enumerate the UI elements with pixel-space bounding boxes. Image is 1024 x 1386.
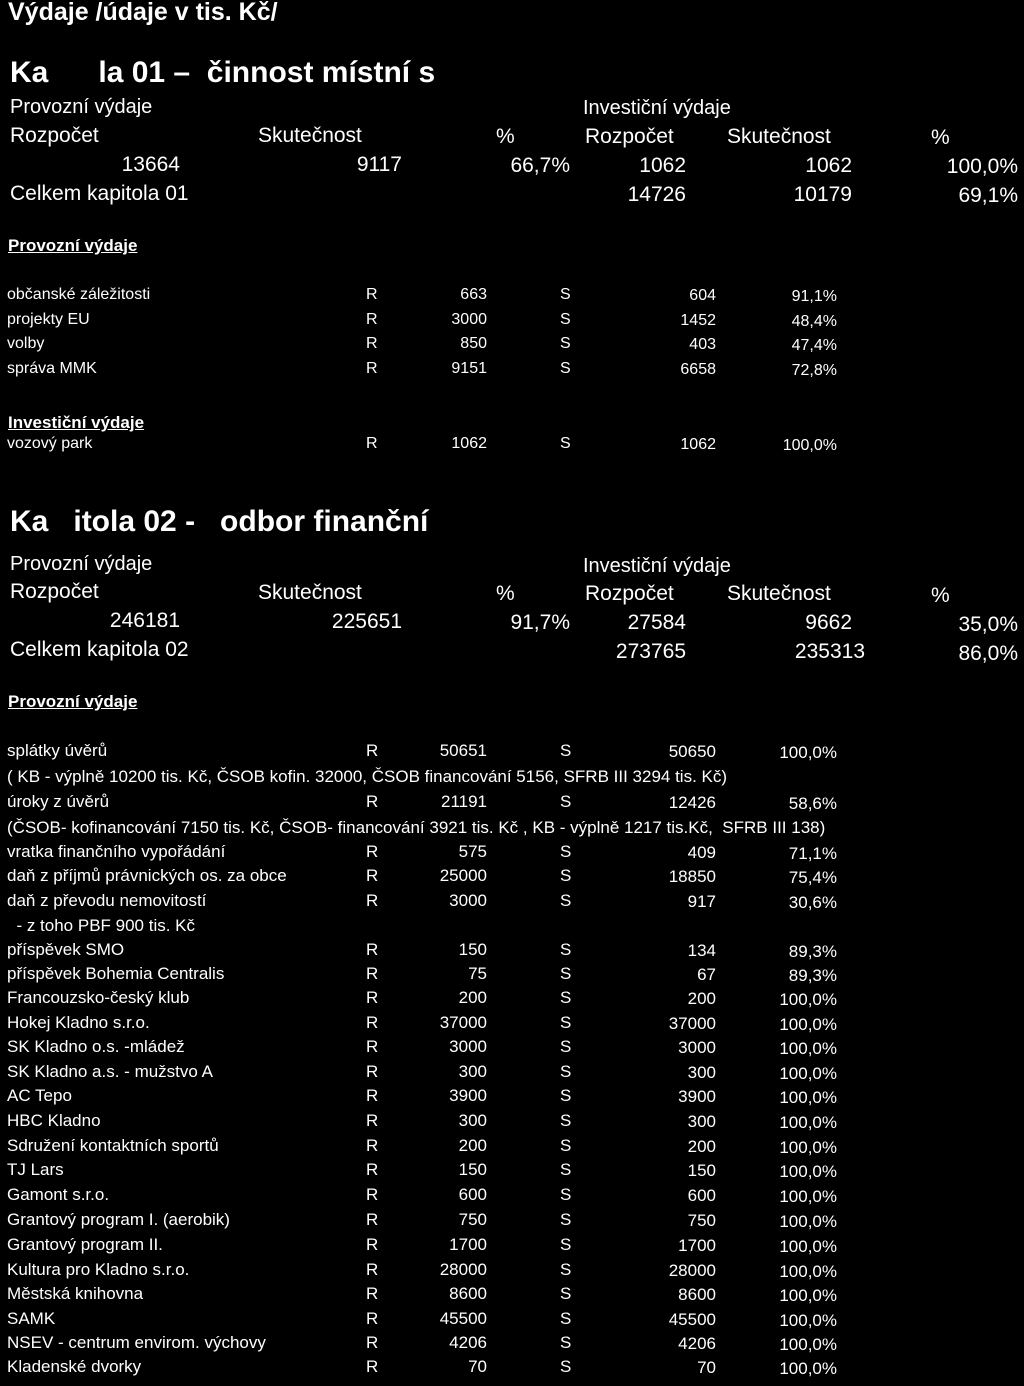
row-name: projekty EU — [7, 311, 90, 328]
ch01-prov-skutecnost: 9117 — [356, 153, 402, 176]
row-r-marker: R — [366, 286, 378, 303]
row-r-marker: R — [366, 1062, 379, 1081]
row-skutecnost: 50650 — [668, 742, 716, 761]
row-pct: 100,0% — [779, 1311, 837, 1330]
row-name: Francouzsko-český klub — [7, 988, 190, 1007]
row-pct: 72,8% — [791, 362, 837, 379]
ch01-prov-rozpocet: 13664 — [121, 153, 180, 176]
row-skutecnost: 12426 — [668, 793, 716, 812]
row-r-marker: R — [366, 1185, 379, 1204]
ch01-col-inv-skutecnost: Skutečnost — [727, 125, 831, 148]
row-s-marker: S — [560, 1333, 572, 1352]
row-name: TJ Lars — [7, 1160, 64, 1179]
row-pct: 58,6% — [788, 794, 837, 813]
row-skutecnost: 3900 — [678, 1087, 716, 1106]
ch01-inv-rozpocet: 1062 — [639, 154, 686, 177]
row-name: správa MMK — [7, 360, 97, 377]
row-rozpocet: 850 — [460, 335, 487, 352]
row-s-marker: S — [560, 964, 572, 983]
row-r-marker: R — [366, 988, 379, 1007]
row-pct: 100,0% — [779, 990, 837, 1009]
row-name: Kladenské dvorky — [7, 1357, 142, 1376]
row-skutecnost: 37000 — [668, 1014, 716, 1033]
ch02-prov-rozpocet: 246181 — [109, 609, 180, 632]
row-skutecnost: 604 — [689, 287, 716, 304]
ch02-total-skutecnost: 235313 — [794, 640, 865, 663]
row-skutecnost: 70 — [697, 1358, 716, 1377]
row-r-marker: R — [366, 1357, 379, 1376]
row-rozpocet: 70 — [468, 1357, 487, 1376]
row-name: příspěvek Bohemia Centralis — [7, 964, 225, 983]
row-s-marker: S — [560, 1357, 572, 1376]
row-skutecnost: 6658 — [680, 361, 716, 378]
row-pct: 100,0% — [779, 1088, 837, 1107]
row-rozpocet: 25000 — [439, 866, 487, 885]
row-rozpocet: 3000 — [451, 311, 487, 328]
row-pct: 100,0% — [779, 1015, 837, 1034]
row-s-marker: S — [560, 1037, 572, 1056]
row-s-marker: S — [560, 1160, 572, 1179]
row-r-marker: R — [366, 741, 379, 760]
row-name: SK Kladno a.s. - mužstvo A — [7, 1062, 213, 1081]
row-s-marker: S — [560, 1210, 572, 1229]
row-rozpocet: 45500 — [439, 1309, 487, 1328]
row-r-marker: R — [366, 1013, 379, 1032]
ch01-col-inv-pct: % — [931, 126, 950, 149]
row-r-marker: R — [366, 311, 378, 328]
ch02-col-inv-skutecnost: Skutečnost — [727, 582, 831, 605]
ch02-total-label: Celkem kapitola 02 — [10, 638, 189, 661]
row-name: Sdružení kontaktních sportů — [7, 1136, 219, 1155]
row-name: Grantový program I. (aerobik) — [7, 1210, 230, 1229]
row-skutecnost: 4206 — [678, 1334, 716, 1353]
row-pct: 100,0% — [779, 743, 837, 762]
row-name: Hokej Kladno s.r.o. — [7, 1013, 150, 1032]
row-name: AC Tepo — [7, 1086, 72, 1105]
ch01-inv-section-title: Investiční výdaje — [8, 413, 145, 432]
row-skutecnost: 150 — [687, 1161, 716, 1180]
row-r-marker: R — [366, 1037, 379, 1056]
ch02-prov-section-title: Provozní výdaje — [8, 692, 138, 711]
chapter02-heading: Ka itola 02 - odbor finanční — [10, 505, 429, 538]
row-rozpocet: 50651 — [439, 741, 487, 760]
row-name: vozový park — [7, 435, 93, 452]
row-s-marker: S — [560, 1062, 572, 1081]
row-rozpocet: 1062 — [451, 435, 487, 452]
row-skutecnost: 1062 — [680, 436, 716, 453]
row-r-marker: R — [366, 335, 378, 352]
row-r-marker: R — [366, 435, 378, 452]
row-pct: 91,1% — [791, 288, 837, 305]
row-r-marker: R — [366, 1235, 379, 1254]
row-name: úroky z úvěrů — [7, 792, 110, 811]
row-r-marker: R — [366, 891, 379, 910]
row-rozpocet: 37000 — [439, 1013, 487, 1032]
row-skutecnost: 403 — [689, 336, 716, 353]
row-r-marker: R — [366, 1086, 379, 1105]
ch01-total-label: Celkem kapitola 01 — [10, 182, 189, 205]
row-name: splátky úvěrů — [7, 741, 108, 760]
row-pct: 100,0% — [779, 1138, 837, 1157]
row-s-marker: S — [560, 1185, 572, 1204]
row-r-marker: R — [366, 1309, 379, 1328]
ch01-total-skutecnost: 10179 — [793, 183, 852, 206]
row-s-marker: S — [560, 311, 571, 328]
row-rozpocet: 200 — [458, 1136, 487, 1155]
ch01-col-inv-rozpocet: Rozpočet — [585, 125, 674, 148]
row-pct: 100,0% — [782, 437, 837, 454]
row-name: daň z příjmů právnických os. za obce — [7, 866, 287, 885]
ch01-inv-pct: 100,0% — [946, 155, 1018, 178]
page-title: Výdaje /údaje v tis. Kč/ — [8, 0, 278, 26]
row-pct: 100,0% — [779, 1039, 837, 1058]
row-skutecnost: 600 — [687, 1186, 716, 1205]
row-s-marker: S — [560, 891, 572, 910]
ch02-prov-skutecnost: 225651 — [331, 610, 402, 633]
row-rozpocet: 300 — [458, 1062, 487, 1081]
ch01-total-pct: 69,1% — [958, 184, 1018, 207]
row-r-marker: R — [366, 1160, 379, 1179]
row-skutecnost: 200 — [687, 1137, 716, 1156]
ch01-col-pct: % — [496, 125, 515, 148]
row-name: SK Kladno o.s. -mládež — [7, 1037, 185, 1056]
ch02-inv-skutecnost: 9662 — [805, 611, 852, 634]
ch02-col-inv-rozpocet: Rozpočet — [585, 582, 674, 605]
ch02-col-inv-pct: % — [931, 584, 950, 607]
row-skutecnost: 1700 — [678, 1236, 716, 1255]
row-rozpocet: 300 — [458, 1111, 487, 1130]
row-r-marker: R — [366, 1284, 379, 1303]
ch01-inv-skutecnost: 1062 — [805, 154, 852, 177]
row-rozpocet: 3000 — [449, 1037, 487, 1056]
row-pct: 71,1% — [788, 844, 837, 863]
row-skutecnost: 200 — [687, 989, 716, 1008]
row-s-marker: S — [560, 1013, 572, 1032]
ch02-inv-pct: 35,0% — [958, 613, 1018, 636]
row-pct: 100,0% — [779, 1162, 837, 1181]
row-skutecnost: 28000 — [668, 1261, 716, 1280]
row-skutecnost: 18850 — [668, 867, 716, 886]
row-s-marker: S — [560, 940, 572, 959]
ch02-col-skutecnost: Skutečnost — [258, 581, 362, 604]
row-pct: 100,0% — [779, 1212, 837, 1231]
row-skutecnost: 134 — [687, 941, 716, 960]
row-rozpocet: 9151 — [451, 360, 487, 377]
ch02-total-rozpocet: 273765 — [615, 640, 686, 663]
row-s-marker: S — [560, 1260, 572, 1279]
row-s-marker: S — [560, 1309, 572, 1328]
row-rozpocet: 1700 — [449, 1235, 487, 1254]
row-rozpocet: 200 — [458, 988, 487, 1007]
row-name: vratka finančního vypořádání — [7, 842, 226, 861]
row-s-marker: S — [560, 286, 571, 303]
row-s-marker: S — [560, 435, 571, 452]
row-name: NSEV - centrum envirom. výchovy — [7, 1333, 266, 1352]
row-s-marker: S — [560, 988, 572, 1007]
ch01-prov-pct: 66,7% — [510, 154, 570, 177]
row-pct: 89,3% — [788, 942, 837, 961]
chapter01-heading: Ka la 01 – činnost místní s — [10, 56, 436, 89]
row-r-marker: R — [366, 1260, 379, 1279]
row-r-marker: R — [366, 940, 379, 959]
row-r-marker: R — [366, 842, 379, 861]
row-r-marker: R — [366, 1111, 379, 1130]
row-s-marker: S — [560, 741, 572, 760]
row-note: (ČSOB- kofinancování 7150 tis. Kč, ČSOB- financování 3921 tis. Kč , KB - výplně 1217 tis.Kč, SFRB III 138) — [7, 818, 826, 837]
row-skutecnost: 300 — [687, 1112, 716, 1131]
row-pct: 75,4% — [788, 868, 837, 887]
ch02-inv-rozpocet: 27584 — [627, 611, 686, 634]
row-r-marker: R — [366, 964, 379, 983]
row-s-marker: S — [560, 792, 572, 811]
row-r-marker: R — [366, 866, 379, 885]
row-pct: 100,0% — [779, 1359, 837, 1378]
row-pct: 100,0% — [779, 1335, 837, 1354]
ch01-total-rozpocet: 14726 — [627, 183, 686, 206]
row-pct: 89,3% — [788, 966, 837, 985]
row-skutecnost: 1452 — [680, 312, 716, 329]
row-r-marker: R — [366, 1333, 379, 1352]
row-pct: 100,0% — [779, 1237, 837, 1256]
row-note: ( KB - výplně 10200 tis. Kč, ČSOB kofin. 32000, ČSOB financování 5156, SFRB III 3294 tis. Kč) — [7, 767, 728, 786]
ch01-col-rozpocet: Rozpočet — [10, 124, 99, 147]
row-r-marker: R — [366, 360, 378, 377]
row-name: Gamont s.r.o. — [7, 1185, 110, 1204]
row-pct: 48,4% — [791, 313, 837, 330]
row-pct: 47,4% — [791, 337, 837, 354]
row-pct: 100,0% — [779, 1262, 837, 1281]
row-s-marker: S — [560, 866, 572, 885]
ch01-prov-section-title: Provozní výdaje — [8, 236, 138, 255]
row-pct: 100,0% — [779, 1113, 837, 1132]
ch02-prov-pct: 91,7% — [510, 611, 570, 634]
ch01-investicni-label: Investiční výdaje — [583, 97, 731, 119]
row-rozpocet: 150 — [458, 1160, 487, 1179]
row-name: občanské záležitosti — [7, 286, 151, 303]
row-rozpocet: 21191 — [440, 792, 487, 811]
row-name: daň z převodu nemovitostí — [7, 891, 207, 910]
row-skutecnost: 409 — [687, 843, 716, 862]
ch02-col-pct: % — [496, 582, 515, 605]
row-pct: 100,0% — [779, 1064, 837, 1083]
row-name: SAMK — [7, 1309, 56, 1328]
row-name: HBC Kladno — [7, 1111, 101, 1130]
ch02-col-rozpocet: Rozpočet — [10, 580, 99, 603]
row-skutecnost: 917 — [687, 892, 716, 911]
row-name: volby — [7, 335, 45, 352]
row-rozpocet: 28000 — [439, 1260, 487, 1279]
row-name: Městská knihovna — [7, 1284, 144, 1303]
row-pct: 30,6% — [788, 893, 837, 912]
row-r-marker: R — [366, 1136, 379, 1155]
row-name: příspěvek SMO — [7, 940, 125, 959]
row-s-marker: S — [560, 1136, 572, 1155]
row-s-marker: S — [560, 1284, 572, 1303]
row-skutecnost: 67 — [697, 965, 716, 984]
row-name: Grantový program II. — [7, 1235, 163, 1254]
row-rozpocet: 3000 — [449, 891, 487, 910]
row-pct: 100,0% — [779, 1286, 837, 1305]
ch02-provozni-label: Provozní výdaje — [10, 553, 153, 575]
row-s-marker: S — [560, 842, 572, 861]
row-rozpocet: 575 — [458, 842, 487, 861]
row-rozpocet: 150 — [458, 940, 487, 959]
ch02-total-pct: 86,0% — [958, 642, 1018, 665]
row-s-marker: S — [560, 1235, 572, 1254]
row-skutecnost: 750 — [687, 1211, 716, 1230]
row-rozpocet: 4206 — [449, 1333, 487, 1352]
row-rozpocet: 3900 — [449, 1086, 487, 1105]
row-skutecnost: 8600 — [678, 1285, 716, 1304]
row-skutecnost: 45500 — [668, 1310, 716, 1329]
row-s-marker: S — [560, 360, 571, 377]
row-rozpocet: 750 — [458, 1210, 487, 1229]
ch01-provozni-label: Provozní výdaje — [10, 96, 153, 118]
row-s-marker: S — [560, 1111, 572, 1130]
row-skutecnost: 300 — [687, 1063, 716, 1082]
ch01-col-skutecnost: Skutečnost — [258, 124, 362, 147]
row-s-marker: S — [560, 335, 571, 352]
ch02-investicni-label: Investiční výdaje — [583, 555, 731, 577]
row-name: Kultura pro Kladno s.r.o. — [7, 1260, 190, 1279]
row-rozpocet: 663 — [460, 286, 487, 303]
row-rozpocet: 8600 — [449, 1284, 487, 1303]
row-s-marker: S — [560, 1086, 572, 1105]
row-pct: 100,0% — [779, 1187, 837, 1206]
row-rozpocet: 75 — [468, 964, 487, 983]
row-r-marker: R — [366, 1210, 379, 1229]
row-skutecnost: 3000 — [678, 1038, 716, 1057]
row-r-marker: R — [366, 792, 379, 811]
row-note: - z toho PBF 900 tis. Kč — [7, 916, 196, 935]
row-rozpocet: 600 — [458, 1185, 487, 1204]
